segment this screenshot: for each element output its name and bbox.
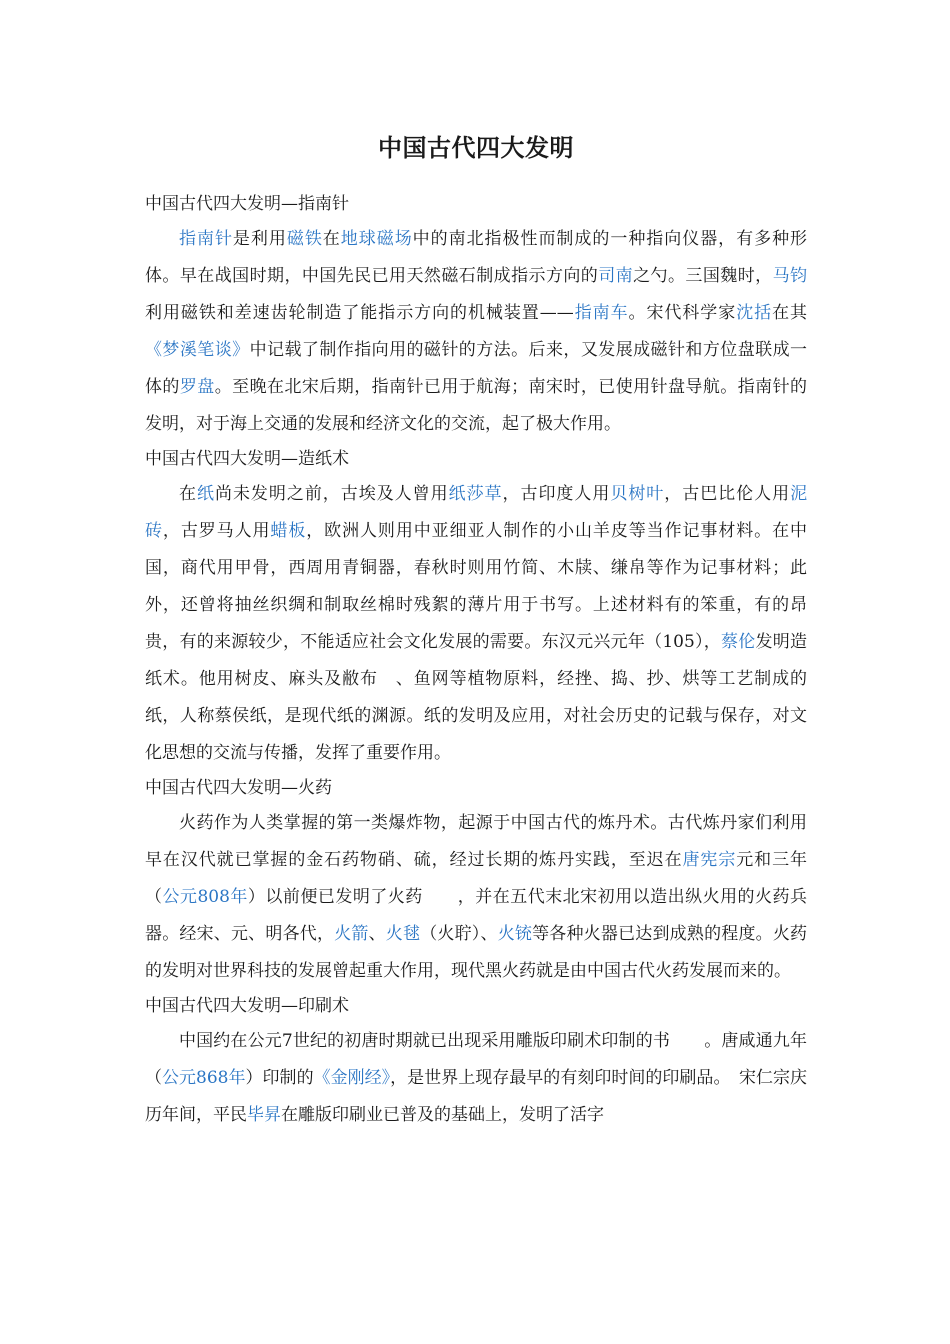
hyperlink[interactable]: 唐宪宗 (682, 850, 737, 870)
text-run: 之勺。三国魏时， (633, 266, 773, 286)
text-run: ，古罗马人用 (162, 521, 271, 541)
hyperlink[interactable]: 火箭 (334, 924, 369, 944)
section-paragraph (145, 476, 807, 772)
text-run: ，欧洲人则用中亚细亚人制作的小山羊皮等当作记事材料。在中国，商代用甲骨，西周用青铜器，春秋时则用竹简、木牍、缣帛等作为记事材料；此外，还曾将抽丝织绸和制取丝棉时残絮的薄片用于书写。上述材料有的笨重，有的昂贵，有的来源较少，不能适应社会文化发展的需要。东汉元兴元年（105）， (145, 521, 808, 652)
section-heading: 中国古代四大发明—印刷术 (145, 996, 349, 1016)
document-title: 中国古代四大发明 (378, 133, 574, 162)
text-run: 在雕版印刷业已普及的基础上，发明了活字 (281, 1105, 604, 1125)
hyperlink[interactable]: 公元808年 (162, 887, 248, 907)
hyperlink[interactable]: 沈括 (736, 303, 773, 323)
hyperlink[interactable]: 指南车 (573, 303, 629, 323)
text-run: 发明造纸术。他用树皮、麻头及敝布 、鱼网等植物原料，经挫、捣、抄、烘等工艺制成的纸，人称蔡侯纸，是现代纸的渊源。纸的发明及应用，对社会历史的记载与保存，对文化思想的交流与传播，发挥了重要作用。 (145, 632, 808, 763)
text-run: 中记载了制作指向用的磁针的方法。后来，又发展成磁针和方位盘联成一体的 (145, 340, 808, 397)
text-run: 在其 (772, 303, 808, 323)
text-run: 在 (322, 229, 341, 249)
hyperlink[interactable]: 纸 (196, 484, 215, 504)
section-paragraph (145, 221, 807, 443)
hyperlink[interactable]: 指南针 (179, 229, 233, 249)
section-paragraph (145, 1023, 807, 1134)
text-run: ，古巴比伦人用 (664, 484, 791, 504)
text-run: 火药作为人类掌握的第一类爆炸物，起源于中国古代的炼丹术。古代炼丹家们利用早在汉代就已掌握的金石药物硝、硫，经过长期的炼丹实践，至迟在 (145, 813, 807, 870)
section-heading: 中国古代四大发明—指南针 (145, 194, 349, 214)
text-run: ，古印度人用 (502, 484, 611, 504)
hyperlink[interactable]: 《金刚经》 (313, 1068, 391, 1088)
text-run: ，是世界上现存最早的有刻印时间的印刷品。 宋仁宗庆历年间，平民 (145, 1068, 808, 1125)
text-run: 利用磁铁和差速齿轮制造了能指示方向的机械装置—— (145, 303, 574, 323)
text-run: 中的南北指极性而制成的一种指向仪器，有多种形体。早在战国时期，中国先民已用天然磁石制成指示方向的 (145, 229, 808, 286)
hyperlink[interactable]: 磁铁 (286, 229, 323, 249)
text-run: 、 (368, 924, 386, 944)
text-run: 元和三年（ (145, 850, 808, 907)
text-run: 尚未发明之前，古埃及人曾用 (214, 484, 449, 504)
document-body (145, 188, 807, 1134)
hyperlink[interactable]: 火铳 (497, 924, 533, 944)
hyperlink[interactable]: 公元868年 (162, 1068, 246, 1088)
text-run: 中国约在公元7世纪的初唐时期就已出现采用雕版印刷术印制的书 。唐咸通九年（ (145, 1031, 807, 1088)
hyperlink[interactable]: 《梦溪笔谈》 (145, 340, 250, 360)
text-run: 是利用 (232, 229, 287, 249)
section-paragraph (145, 805, 807, 990)
hyperlink[interactable]: 蜡板 (270, 521, 307, 541)
hyperlink[interactable]: 马钧 (772, 266, 808, 286)
hyperlink[interactable]: 泥砖 (145, 484, 808, 541)
hyperlink[interactable]: 纸莎草 (448, 484, 503, 504)
section-heading: 中国古代四大发明—造纸术 (145, 449, 349, 469)
text-run: 等各种火器已达到成熟的程度。火药的发明对世界科技的发展曾起重大作用，现代黑火药就是由中国古代火药发展而来的。 (145, 924, 808, 981)
text-run: ）印制的 (245, 1068, 314, 1088)
text-run: ）以前便已发明了火药 ，并在五代末北宋初用以造出纵火用的火药兵器。经宋、元、明各代， (145, 887, 808, 944)
hyperlink[interactable]: 贝树叶 (610, 484, 665, 504)
hyperlink[interactable]: 司南 (598, 266, 634, 286)
text-run: 在 (179, 484, 197, 504)
hyperlink[interactable]: 罗盘 (179, 377, 215, 397)
hyperlink[interactable]: 地球磁场 (340, 229, 413, 249)
hyperlink[interactable]: 火毬 (385, 924, 421, 944)
text-run: 。至晚在北宋后期，指南针已用于航海；南宋时，已使用针盘导航。指南针的发明，对于海上交通的发展和经济文化的交流，起了极大作用。 (145, 377, 808, 434)
text-run: 。宋代科学家 (628, 303, 737, 323)
hyperlink[interactable]: 蔡伦 (721, 632, 756, 652)
document-page (145, 128, 807, 1134)
text-run: （火聍）、 (420, 924, 498, 944)
section-heading: 中国古代四大发明—火药 (145, 778, 332, 798)
hyperlink[interactable]: 毕昇 (247, 1105, 281, 1125)
